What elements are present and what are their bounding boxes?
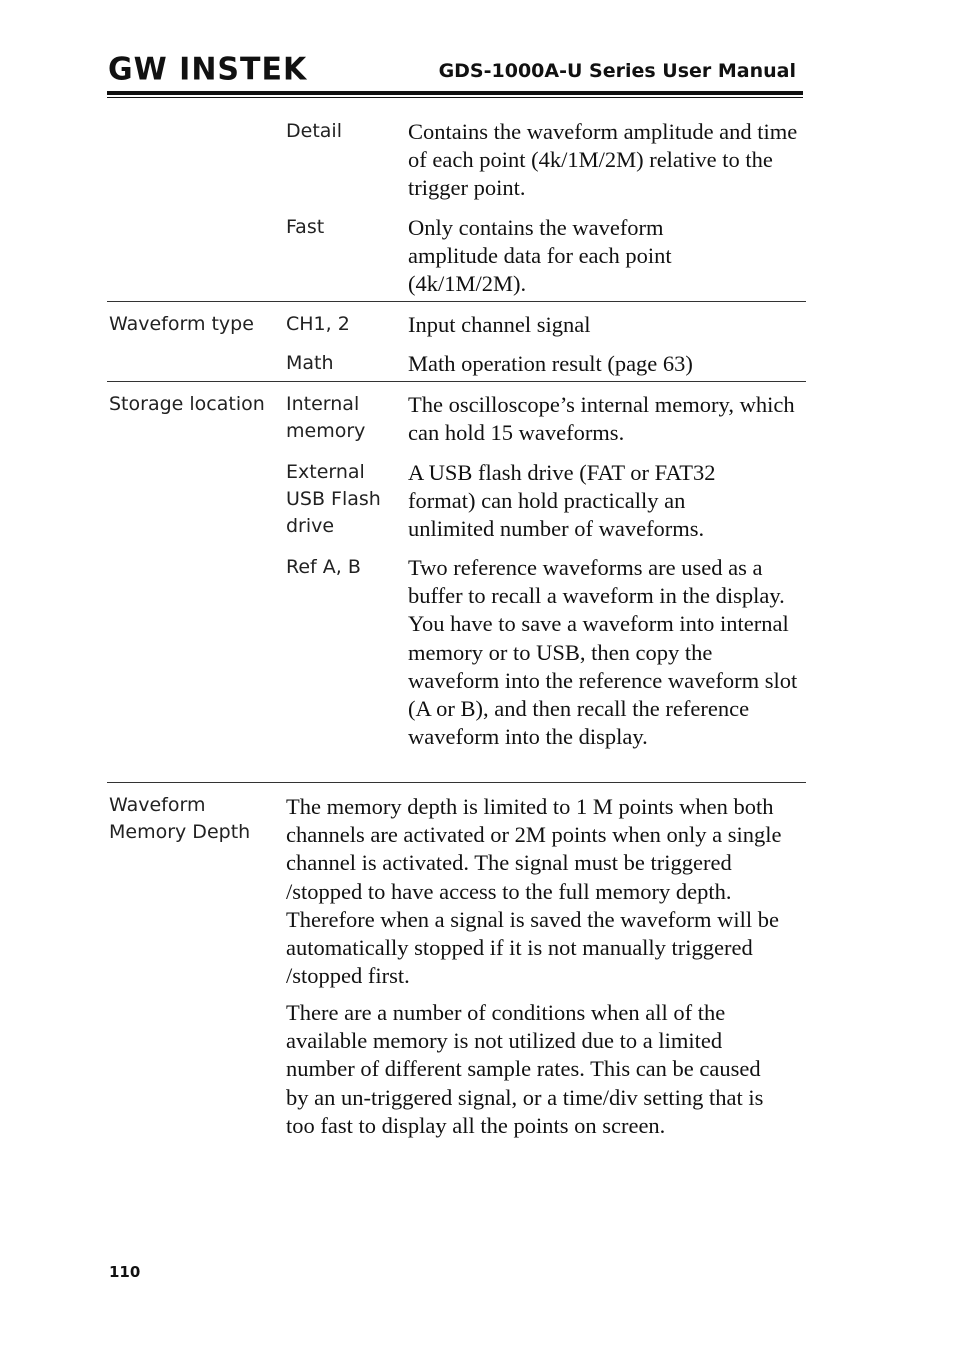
page-number: 110	[109, 1263, 141, 1281]
waveform-type-heading: Waveform type	[109, 313, 254, 335]
ref-ab-description: Two reference waveforms are used as a buffer to recall a waveform in the display. You have to save a waveform into internal memory or to USB, then copy the waveform into the reference waveform slot (A or B), and then recall the reference waveform into the display.	[408, 555, 798, 750]
memory-depth-paragraph-2: There are a number of conditions when all of the available memory is not utilized due to a limited number of different sample rates. This can be caused by an un-triggered signal, or a time/div setting that is too fast to display all the points on screen.	[286, 1000, 764, 1138]
fast-label: Fast	[286, 216, 325, 238]
detail-description: Contains the waveform amplitude and time of each point (4k/1M/2M) relative to the trigger point.	[408, 119, 798, 201]
memory-depth-paragraph-1: The memory depth is limited to 1 M points when both channels are activated or 2M points when only a single channel is activated. The signal must be triggered /stopped to have access to the full memory depth. Therefore when a signal is saved the waveform will be automatically stopped if it is not manually triggered /stopped first.	[286, 794, 782, 989]
row-divider	[107, 301, 806, 302]
row-divider	[107, 381, 806, 382]
internal-memory-label: Internal memory	[286, 393, 366, 442]
external-usb-description: A USB flash drive (FAT or FAT32 format) can hold practically an unlimited number of waveforms.	[408, 460, 716, 542]
brand-logo: GW INSTEK	[108, 51, 308, 88]
memory-depth-heading: Waveform Memory Depth	[109, 794, 251, 843]
header-rule-thin	[107, 97, 803, 98]
storage-location-heading: Storage location	[109, 393, 265, 415]
external-usb-label: External USB Flash drive	[286, 461, 381, 537]
row-divider	[107, 782, 806, 783]
header-rule	[107, 91, 803, 95]
detail-label: Detail	[286, 120, 342, 142]
ch12-description: Input channel signal	[408, 312, 591, 337]
ref-ab-label: Ref A, B	[286, 556, 361, 578]
math-label: Math	[286, 352, 334, 374]
manual-title: GDS-1000A-U Series User Manual	[438, 60, 796, 82]
fast-description: Only contains the waveform amplitude data for each point (4k/1M/2M).	[408, 215, 672, 297]
math-description: Math operation result (page 63)	[408, 351, 693, 376]
internal-memory-description: The oscilloscope’s internal memory, which can hold 15 waveforms.	[408, 392, 795, 446]
ch12-label: CH1, 2	[286, 313, 350, 335]
